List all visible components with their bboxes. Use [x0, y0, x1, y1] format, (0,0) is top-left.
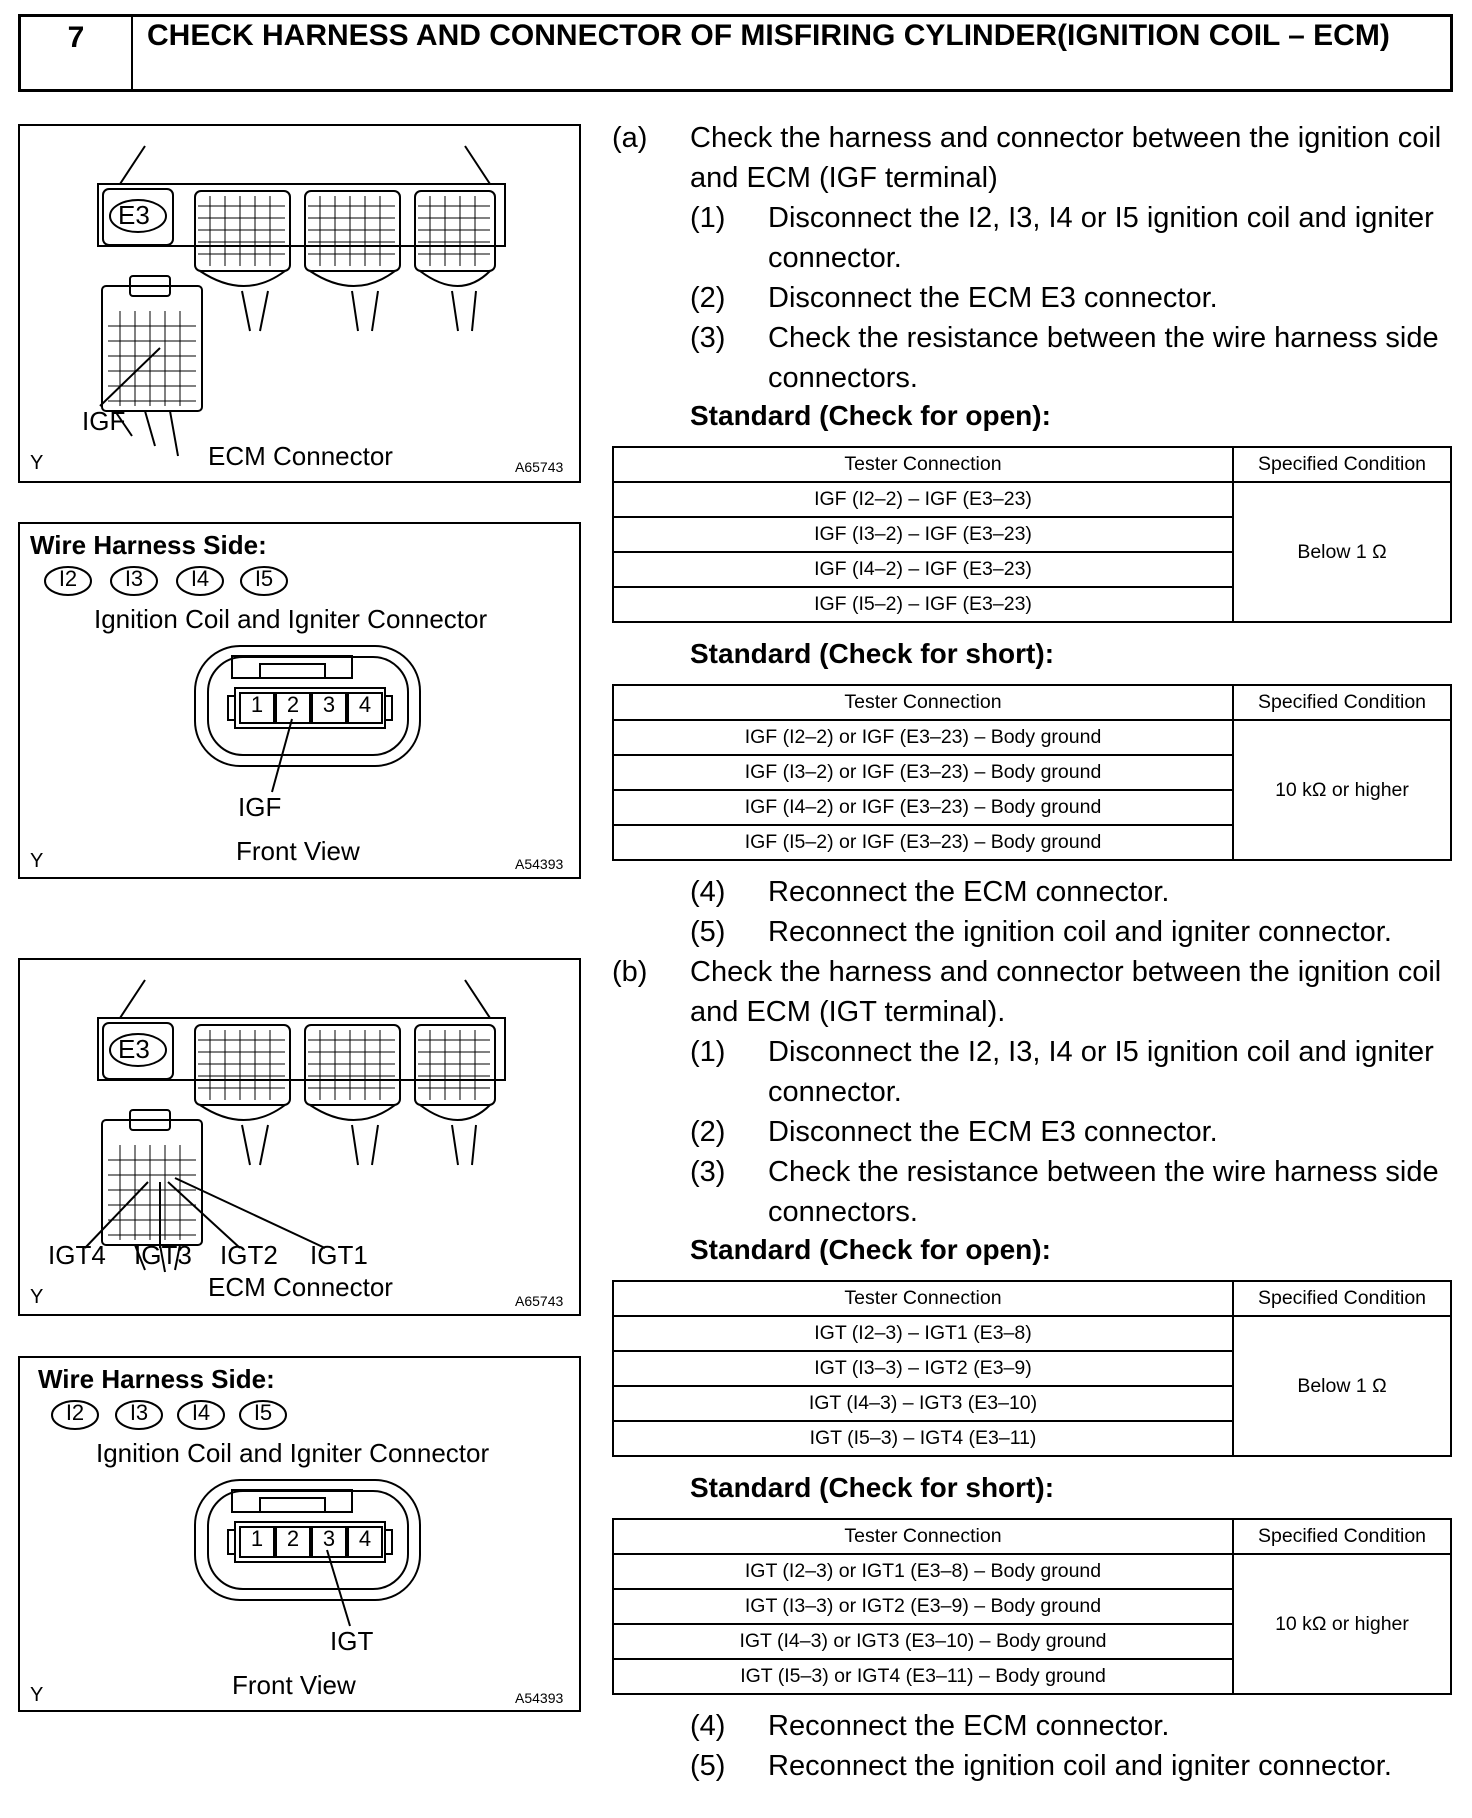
table-cell: IGT (I4–3) – IGT3 (E3–10) [613, 1386, 1233, 1421]
step-a5-text: Reconnect the ignition coil and igniter connector. [768, 916, 1392, 948]
step-title: CHECK HARNESS AND CONNECTOR OF MISFIRING CYLINDER(IGNITION COIL – ECM) [147, 19, 1390, 52]
step-a3-num: (3) [690, 322, 726, 354]
table-cell: IGF (I3–2) – IGF (E3–23) [613, 517, 1233, 552]
wire-harness-title: Wire Harness Side: [30, 530, 267, 560]
short-table-a [612, 684, 1452, 861]
figure-caption: ECM Connector [208, 441, 393, 471]
section-a-label: (a) [612, 122, 648, 154]
igf-leader-line [100, 348, 160, 406]
table-cell: IGT (I3–3) or IGT2 (E3–9) – Body ground [613, 1589, 1233, 1624]
step-a1-num: (1) [690, 202, 726, 234]
figure-corner-mark: Y [30, 1684, 44, 1706]
table-header: Tester Connection [613, 447, 1233, 482]
table-cell: IGT (I4–3) or IGT3 (E3–10) – Body ground [613, 1624, 1233, 1659]
figure-corner-mark: Y [30, 850, 44, 872]
table-cell: IGT (I2–3) – IGT1 (E3–8) [613, 1316, 1233, 1351]
step-a4-num: (4) [690, 876, 726, 908]
connector-circle-i4: I4 [191, 1400, 211, 1425]
pin-4: 4 [358, 692, 372, 717]
figure-wire-harness-igt [18, 1356, 581, 1712]
igt1-pin-label: IGT1 [310, 1240, 368, 1270]
step-b5-num: (5) [690, 1750, 726, 1782]
step-b1-num: (1) [690, 1036, 726, 1068]
figure-corner-mark: Y [30, 452, 44, 474]
figure-caption: Front View [232, 1670, 356, 1700]
figure-ecm-connector-igt [18, 958, 581, 1316]
short-standard-title-a: Standard (Check for short): [690, 638, 1055, 669]
igt4-pin-label: IGT4 [48, 1240, 106, 1270]
pin-3: 3 [322, 1526, 336, 1551]
step-b4-num: (4) [690, 1710, 726, 1742]
table-cell-condition: 10 kΩ or higher [1233, 720, 1451, 860]
open-table-a [612, 446, 1452, 623]
pin-4: 4 [358, 1526, 372, 1551]
open-table-b [612, 1280, 1452, 1457]
figure-code: A65743 [515, 1293, 564, 1309]
pin-2: 2 [286, 1526, 300, 1551]
connector-id-label: E3 [118, 200, 150, 230]
section-b-label: (b) [612, 956, 648, 988]
step-a1-text: Disconnect the I2, I3, I4 or I5 ignition coil and igniter connector. [768, 202, 1434, 274]
figure-caption: ECM Connector [208, 1272, 393, 1302]
pin-1: 1 [250, 692, 264, 717]
wire-harness-title: Wire Harness Side: [38, 1364, 275, 1394]
figure-wire-harness-igf [18, 522, 581, 879]
connector-subtitle: Ignition Coil and Igniter Connector [96, 1438, 490, 1468]
table-cell-condition: Below 1 Ω [1233, 482, 1451, 622]
table-header: Tester Connection [613, 685, 1233, 720]
connector-circle-i2: I2 [58, 566, 78, 591]
step-number: 7 [21, 17, 133, 89]
connector-circle-i2: I2 [65, 1400, 85, 1425]
step-b1-text: Disconnect the I2, I3, I4 or I5 ignition coil and igniter connector. [768, 1036, 1434, 1108]
table-header: Specified Condition [1233, 1281, 1451, 1316]
table-cell: IGF (I4–2) – IGF (E3–23) [613, 552, 1233, 587]
step-a2-num: (2) [690, 282, 726, 314]
step-a3-text: Check the resistance between the wire harness side connectors. [768, 322, 1439, 394]
igf-pin-label: IGF [82, 406, 126, 436]
section-b-text: Check the harness and connector between the ignition coil and ECM (IGT terminal). [690, 956, 1442, 1028]
figure-corner-mark: Y [30, 1286, 44, 1308]
igt-pin-label: IGT [330, 1626, 374, 1656]
short-standard-title-b: Standard (Check for short): [690, 1472, 1055, 1503]
table-cell: IGF (I2–2) – IGF (E3–23) [613, 482, 1233, 517]
step-b2-num: (2) [690, 1116, 726, 1148]
step-a5-num: (5) [690, 916, 726, 948]
table-cell-condition: Below 1 Ω [1233, 1316, 1451, 1456]
connector-circle-i3: I3 [124, 566, 144, 591]
table-header: Tester Connection [613, 1281, 1233, 1316]
table-cell: IGT (I5–3) – IGT4 (E3–11) [613, 1421, 1233, 1456]
igf-pin-label: IGF [238, 792, 282, 822]
table-header: Specified Condition [1233, 685, 1451, 720]
table-cell: IGF (I5–2) – IGF (E3–23) [613, 587, 1233, 622]
connector-id-label: E3 [118, 1034, 150, 1064]
pin-1: 1 [250, 1526, 264, 1551]
connector-circle-i5: I5 [254, 566, 274, 591]
connector-circle-i5: I5 [253, 1400, 273, 1425]
figure-code: A54393 [515, 856, 564, 872]
step-b5-text: Reconnect the ignition coil and igniter connector. [768, 1750, 1392, 1782]
table-cell: IGT (I5–3) or IGT4 (E3–11) – Body ground [613, 1659, 1233, 1694]
step-b3-text: Check the resistance between the wire harness side connectors. [768, 1156, 1439, 1228]
short-table-b [612, 1518, 1452, 1695]
step-a2-text: Disconnect the ECM E3 connector. [768, 282, 1218, 314]
table-cell: IGF (I2–2) or IGF (E3–23) – Body ground [613, 720, 1233, 755]
table-cell: IGT (I3–3) – IGT2 (E3–9) [613, 1351, 1233, 1386]
figure-ecm-connector-igf [18, 124, 581, 483]
open-standard-title-a: Standard (Check for open): [690, 400, 1051, 431]
section-a-text: Check the harness and connector between the ignition coil and ECM (IGF terminal) [690, 122, 1442, 194]
pin-2: 2 [286, 692, 300, 717]
connector-subtitle: Ignition Coil and Igniter Connector [94, 604, 488, 634]
igt3-pin-label: IGT3 [134, 1240, 192, 1270]
table-cell-condition: 10 kΩ or higher [1233, 1554, 1451, 1694]
open-standard-title-b: Standard (Check for open): [690, 1234, 1051, 1265]
step-header [18, 14, 1453, 92]
table-header: Specified Condition [1233, 1519, 1451, 1554]
figure-code: A54393 [515, 1690, 564, 1706]
table-cell: IGF (I5–2) or IGF (E3–23) – Body ground [613, 825, 1233, 860]
table-cell: IGF (I3–2) or IGF (E3–23) – Body ground [613, 755, 1233, 790]
connector-circle-i4: I4 [190, 566, 210, 591]
pin-3: 3 [322, 692, 336, 717]
step-b4-text: Reconnect the ECM connector. [768, 1710, 1170, 1742]
figure-code: A65743 [515, 459, 564, 475]
table-header: Tester Connection [613, 1519, 1233, 1554]
step-a4-text: Reconnect the ECM connector. [768, 876, 1170, 908]
step-b2-text: Disconnect the ECM E3 connector. [768, 1116, 1218, 1148]
step-b3-num: (3) [690, 1156, 726, 1188]
figure-caption: Front View [236, 836, 360, 866]
connector-circle-i3: I3 [129, 1400, 149, 1425]
igt-leader-lines [85, 1178, 325, 1248]
table-cell: IGF (I4–2) or IGF (E3–23) – Body ground [613, 790, 1233, 825]
table-cell: IGT (I2–3) or IGT1 (E3–8) – Body ground [613, 1554, 1233, 1589]
igt2-pin-label: IGT2 [220, 1240, 278, 1270]
table-header: Specified Condition [1233, 447, 1451, 482]
